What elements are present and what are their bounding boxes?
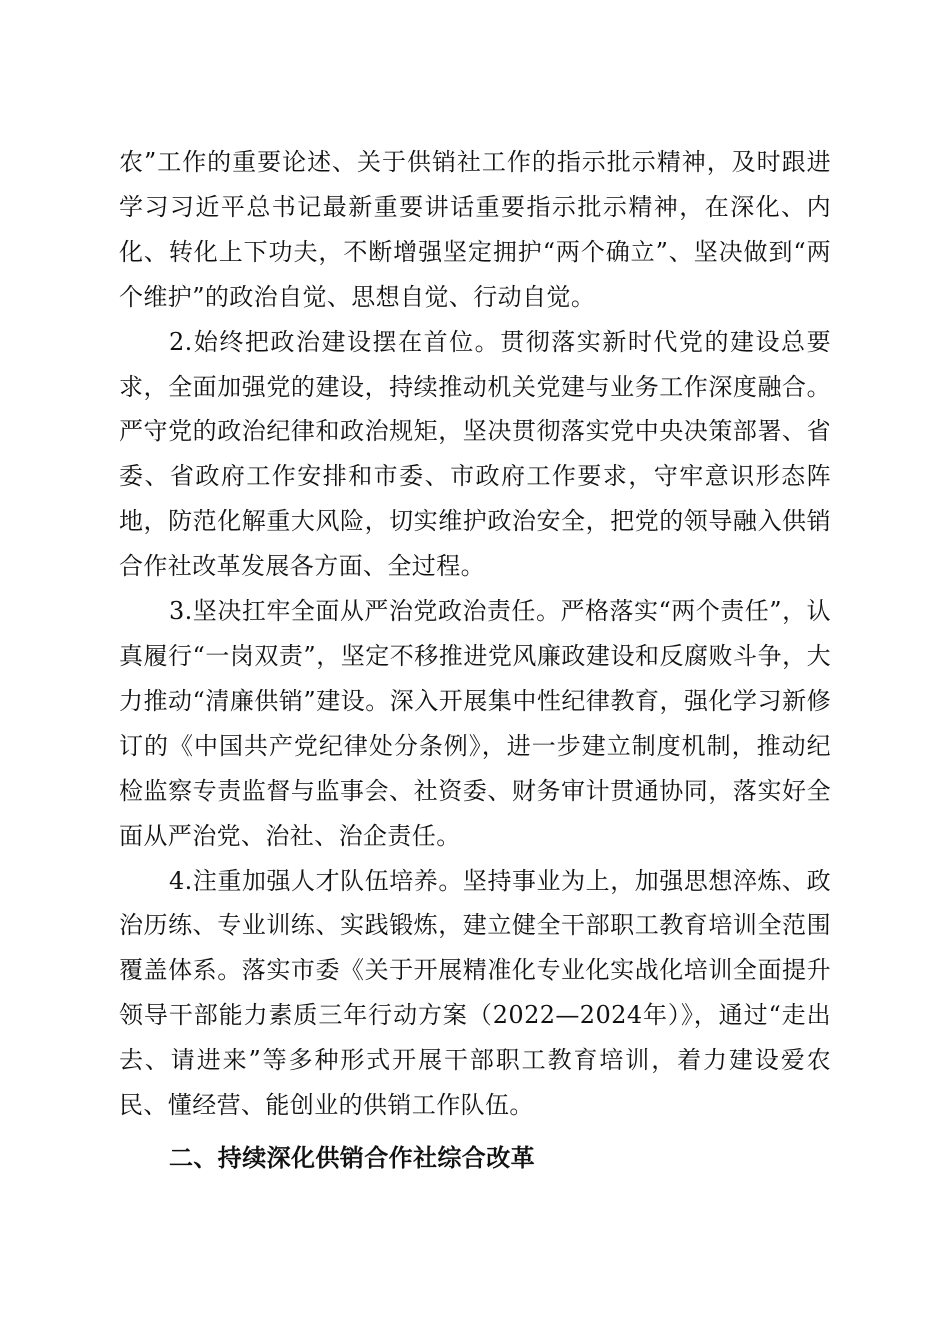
document-body xyxy=(119,140,831,1188)
section-heading: 二、持续深化供销合作社综合改革 xyxy=(169,1143,535,1172)
paragraph-party-discipline: 3.坚决扛牢全面从严治党政治责任。严格落实“两个责任”，认真履行“一岗双责”，坚定不移推进党风廉政建设和反腐败斗争，大力推动“清廉供销”建设。深入开展集中性纪律教育，强化学习新修订的《中国共产党纪律处分条例》，进一步建立制度机制，推动纪检监察专责监督与监事会、社资委、财务审计贯通协同，落实好全面从严治党、治社、治企责任。 xyxy=(119,597,831,850)
paragraph-talent-training: 4.注重加强人才队伍培养。坚持事业为上，加强思想淬炼、政治历练、专业训练、实践锻炼，建立健全干部职工教育培训全范围覆盖体系。落实市委《关于开展精准化专业化实战化培训全面提升领导干部能力素质三年行动方案（2022—2024年）》，通过“走出去、请进来”等多种形式开展干部职工教育培训，着力建设爱农民、懂经营、能创业的供销工作队伍。 xyxy=(119,866,831,1120)
paragraph-political-construction: 2.始终把政治建设摆在首位。贯彻落实新时代党的建设总要求，全面加强党的建设，持续推动机关党建与业务工作深度融合。严守党的政治纪律和政治规矩，坚决贯彻落实党中央决策部署、省委、省政府工作安排和市委、市政府工作要求，守牢意识形态阵地，防范化解重大风险，切实维护政治安全，把党的领导融入供销合作社改革发展各方面、全过程。 xyxy=(119,327,831,581)
paragraph-continuation: 农”工作的重要论述、关于供销社工作的指示批示精神，及时跟进学习习近平总书记最新重要讲话重要指示批示精神，在深化、内化、转化上下功夫，不断增强坚定拥护“两个确立”、坚决做到“两个维护”的政治自觉、思想自觉、行动自觉。 xyxy=(119,148,831,311)
